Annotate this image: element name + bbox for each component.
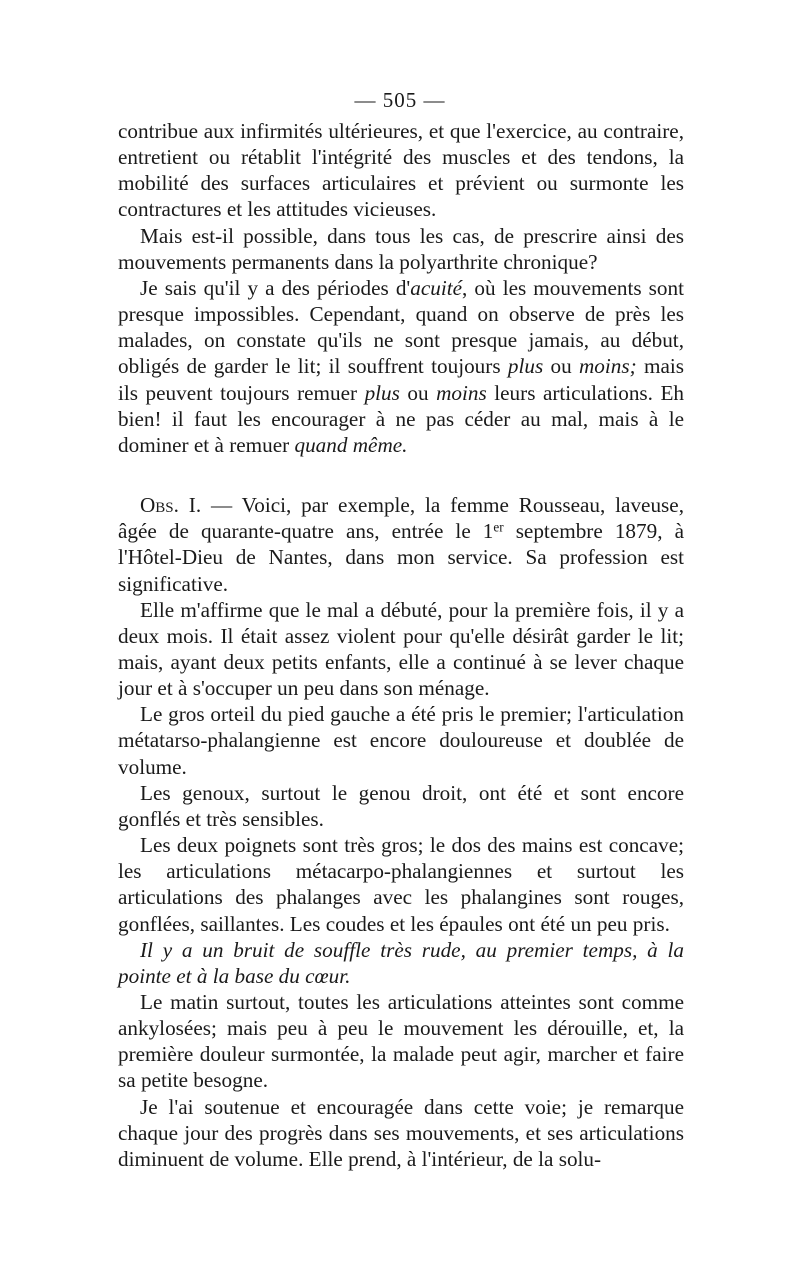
paragraph-progress: Je l'ai soutenue et encouragée dans cette voie; je remarque chaque jour des progrès dans ses mouvements, et ses articulations diminuent de volume. Elle prend, à l'intérieur, de la solu- <box>118 1094 684 1171</box>
paragraph-heart-murmur: Il y a un bruit de souffle très rude, au premier temps, à la pointe et à la base du cœur. <box>118 937 684 988</box>
paragraph-morning: Le matin surtout, toutes les articulations atteintes sont comme ankylosées; mais peu à peu le mouvement les dérouille, et, la première douleur surmontée, la malade peut agir, marcher et faire sa petite besogne. <box>118 990 684 1093</box>
paragraph-toe: Le gros orteil du pied gauche a été pris le premier; l'articulation métatarso-phalangienne est encore douloureuse et doublée de volume. <box>118 702 684 779</box>
paragraph-question: Mais est-il possible, dans tous les cas, de prescrire ainsi des mouvements permanents dans la polyarthrite chronique? <box>118 223 684 274</box>
paragraph-wrists: Les deux poignets sont très gros; le dos des mains est concave; les articulations métacarpo-phalangiennes et surtout les articulations des phalanges avec les phalangines sont rouges, gonflées, saillantes. Les coudes et les épaules ont été un peu pris. <box>118 833 684 936</box>
section-gap <box>118 458 684 492</box>
paragraph-onset: Elle m'affirme que le mal a débuté, pour la première fois, il y a deux mois. Il était assez violent pour qu'elle désirât garder le lit; mais, ayant deux petits enfants, elle a continué à se lever chaque jour et à s'occuper un peu dans son ménage. <box>118 597 684 701</box>
paragraph-continuation: contribue aux infirmités ultérieures, et que l'exercice, au contraire, entretient ou rétablit l'intégrité des muscles et des tendons, la mobilité des surfaces articulaires et prévient ou surmonte les contractures et les attitudes vicieuses. <box>118 119 684 222</box>
paragraph-knees: Les genoux, surtout le genou droit, ont été et sont encore gonflés et très sensibles. <box>118 780 684 831</box>
page-number: — 505 — <box>354 88 446 112</box>
body-text <box>118 118 684 1172</box>
paragraph-observation: Obs. I. — Voici, par exemple, la femme Rousseau, laveuse, âgée de quarante-quatre ans, entrée le 1er septembre 1879, à l'Hôtel-Dieu de Nantes, dans mon service. Sa profession est significative. <box>118 493 684 596</box>
paragraph-acuity: Je sais qu'il y a des périodes d'acuité, où les mouvements sont presque impossibles. Cependant, quand on observe de près les malades, on constate qu'ils ne sont presque jamais, au début, obligés de garder le lit; il souffrent toujours plus ou moins; mais ils peuvent toujours remuer plus ou moins leurs articulations. Eh bien! il faut les encourager à ne pas céder au mal, mais à le dominer et à remuer quand même. <box>118 275 685 457</box>
observation-label: Obs. I. <box>140 493 202 518</box>
